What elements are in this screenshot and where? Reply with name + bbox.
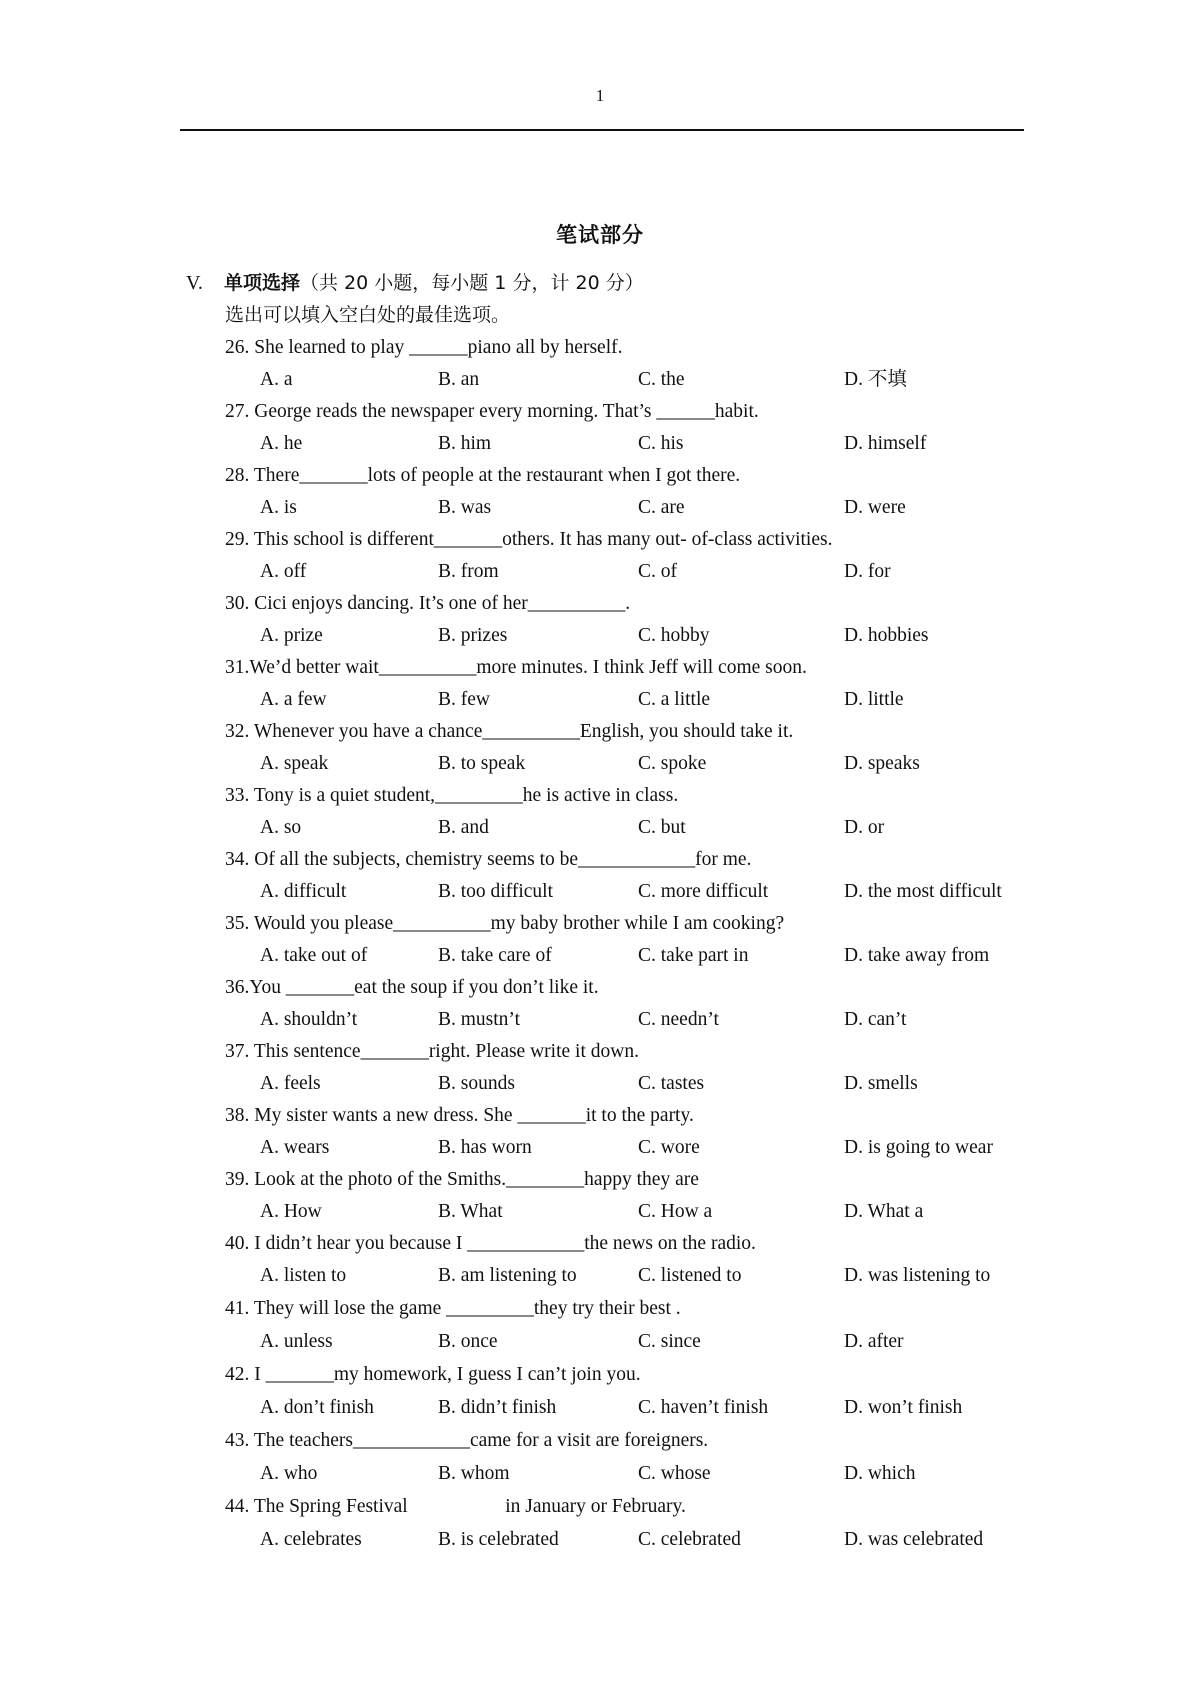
option-b: B. sounds [438, 1073, 515, 1094]
question-stem: 36.You _______eat the soup if you don’t like it. [225, 977, 599, 998]
question-stem: 39. Look at the photo of the Smiths.________happy they are [225, 1169, 699, 1190]
option-a: A. difficult [260, 881, 347, 902]
option-row [225, 876, 1025, 908]
question-stem: 40. I didn’t hear you because I ____________the news on the radio. [225, 1233, 756, 1254]
question-stem: 43. The teachers____________came for a visit are foreigners. [225, 1430, 709, 1451]
option-c: C. haven’t finish [638, 1397, 769, 1418]
option-d: D. was listening to [844, 1265, 991, 1286]
option-row [225, 364, 1025, 396]
page-number: 1 [595, 86, 605, 105]
question-stem: 32. Whenever you have a chance__________English, you should take it. [225, 721, 794, 742]
option-c: C. needn’t [638, 1009, 719, 1030]
option-row [225, 1260, 1025, 1292]
option-row [225, 684, 1025, 716]
option-b: B. has worn [438, 1137, 532, 1158]
question-29 [225, 524, 1025, 588]
option-b: B. What [438, 1201, 503, 1222]
question-31 [225, 652, 1025, 716]
option-a: A. wears [260, 1137, 330, 1158]
option-b: B. was [438, 497, 492, 518]
question-41 [225, 1292, 1025, 1358]
question-stem: 35. Would you please__________my baby brother while I am cooking? [225, 913, 785, 934]
part-note: （共 20 小题，每小题 1 分，计 20 分） [300, 272, 644, 294]
option-b: B. too difficult [438, 881, 554, 902]
question-38 [225, 1100, 1025, 1164]
option-a: A. prize [260, 625, 323, 646]
option-d: D. the most difficult [844, 881, 1002, 902]
option-a: A. unless [260, 1331, 333, 1352]
question-43 [225, 1424, 1025, 1490]
option-d: D. What a [844, 1201, 924, 1222]
option-b: B. prizes [438, 625, 508, 646]
option-c: C. more difficult [638, 881, 769, 902]
option-d: D. or [844, 817, 885, 838]
question-stem: 30. Cici enjoys dancing. It’s one of her__________. [225, 593, 631, 614]
option-row [225, 1391, 1025, 1424]
option-b: B. mustn’t [438, 1009, 520, 1030]
question-42 [225, 1358, 1025, 1424]
option-row [225, 556, 1025, 588]
option-c: C. wore [638, 1137, 700, 1158]
option-a: A. a [260, 369, 293, 390]
option-d: D. is going to wear [844, 1137, 993, 1158]
option-c: C. listened to [638, 1265, 742, 1286]
option-b: B. and [438, 817, 489, 838]
option-a: A. he [260, 433, 303, 454]
option-a: A. shouldn’t [260, 1009, 358, 1030]
option-row [225, 1132, 1025, 1164]
option-d: D. speaks [844, 753, 920, 774]
option-d: D. were [844, 497, 906, 518]
question-stem: 44. The Spring Festival in January or February. [225, 1496, 686, 1517]
option-d: D. can’t [844, 1009, 907, 1030]
option-row [225, 620, 1025, 652]
option-c: C. spoke [638, 753, 707, 774]
option-a: A. feels [260, 1073, 321, 1094]
question-stem: 37. This sentence_______right. Please write it down. [225, 1041, 639, 1062]
question-stem: 42. I _______my homework, I guess I can’t join you. [225, 1364, 641, 1385]
option-a: A. How [260, 1201, 322, 1222]
question-36 [225, 972, 1025, 1036]
option-c: C. How a [638, 1201, 713, 1222]
question-34 [225, 844, 1025, 908]
option-c: C. whose [638, 1463, 711, 1484]
option-row [225, 812, 1025, 844]
option-d: D. which [844, 1463, 916, 1484]
part-instruction: 选出可以填入空白处的最佳选项。 [225, 304, 511, 326]
option-b: B. whom [438, 1463, 510, 1484]
option-row [225, 1457, 1025, 1490]
option-b: B. didn’t finish [438, 1397, 557, 1418]
option-row [225, 1325, 1025, 1358]
option-c: C. of [638, 561, 677, 582]
option-c: C. hobby [638, 625, 710, 646]
option-b: B. once [438, 1331, 498, 1352]
question-27 [225, 396, 1025, 460]
option-d: D. for [844, 561, 891, 582]
option-a: A. take out of [260, 945, 368, 966]
option-a: A. listen to [260, 1265, 347, 1286]
option-d: D. was celebrated [844, 1529, 984, 1550]
option-c: C. celebrated [638, 1529, 741, 1550]
question-39 [225, 1164, 1025, 1228]
option-c: C. tastes [638, 1073, 705, 1094]
question-stem: 26. She learned to play ______piano all by herself. [225, 337, 623, 358]
question-40 [225, 1228, 1025, 1292]
option-d: D. little [844, 689, 904, 710]
option-row [225, 748, 1025, 780]
question-26 [225, 332, 1025, 396]
section-title: 笔试部分 [556, 223, 644, 247]
option-c: C. since [638, 1331, 701, 1352]
question-stem: 29. This school is different_______others. It has many out- of-class activities. [225, 529, 833, 550]
question-stem: 41. They will lose the game _________they try their best . [225, 1298, 681, 1319]
option-row [225, 940, 1025, 972]
option-b: B. him [438, 433, 492, 454]
option-a: A. so [260, 817, 302, 838]
option-a: A. who [260, 1463, 318, 1484]
option-d: D. 不填 [844, 369, 907, 390]
option-d: D. hobbies [844, 625, 929, 646]
question-stem: 27. George reads the newspaper every morning. That’s ______habit. [225, 401, 759, 422]
option-b: B. an [438, 369, 480, 390]
option-c: C. are [638, 497, 685, 518]
option-a: A. speak [260, 753, 329, 774]
question-stem: 34. Of all the subjects, chemistry seems to be____________for me. [225, 849, 752, 870]
option-row [225, 1068, 1025, 1100]
question-list [225, 332, 1025, 1556]
question-33 [225, 780, 1025, 844]
part-title: 单项选择 [224, 272, 301, 294]
option-a: A. off [260, 561, 307, 582]
option-c: C. his [638, 433, 684, 454]
option-c: C. take part in [638, 945, 749, 966]
option-b: B. to speak [438, 753, 526, 774]
option-c: C. the [638, 369, 685, 390]
option-b: B. take care of [438, 945, 552, 966]
option-row [225, 1523, 1025, 1556]
option-a: A. celebrates [260, 1529, 362, 1550]
header-rule [180, 129, 1024, 131]
question-stem: 38. My sister wants a new dress. She _______it to the party. [225, 1105, 694, 1126]
option-d: D. smells [844, 1073, 918, 1094]
option-c: C. a little [638, 689, 711, 710]
option-a: A. don’t finish [260, 1397, 374, 1418]
part-heading [186, 268, 644, 295]
question-stem: 33. Tony is a quiet student,_________he is active in class. [225, 785, 679, 806]
question-32 [225, 716, 1025, 780]
question-30 [225, 588, 1025, 652]
option-a: A. a few [260, 689, 327, 710]
option-b: B. am listening to [438, 1265, 577, 1286]
option-a: A. is [260, 497, 297, 518]
option-d: D. himself [844, 433, 927, 454]
option-c: C. but [638, 817, 686, 838]
part-roman-numeral: V. [186, 272, 203, 294]
option-b: B. from [438, 561, 499, 582]
option-row [225, 1196, 1025, 1228]
question-35 [225, 908, 1025, 972]
option-row [225, 428, 1025, 460]
option-b: B. few [438, 689, 490, 710]
question-44 [225, 1490, 1025, 1556]
question-37 [225, 1036, 1025, 1100]
option-row [225, 1004, 1025, 1036]
option-d: D. after [844, 1331, 904, 1352]
option-b: B. is celebrated [438, 1529, 559, 1550]
option-row [225, 492, 1025, 524]
option-d: D. take away from [844, 945, 990, 966]
question-stem: 28. There_______lots of people at the restaurant when I got there. [225, 465, 741, 486]
question-28 [225, 460, 1025, 524]
question-stem: 31.We’d better wait__________more minutes. I think Jeff will come soon. [225, 657, 807, 678]
option-d: D. won’t finish [844, 1397, 963, 1418]
